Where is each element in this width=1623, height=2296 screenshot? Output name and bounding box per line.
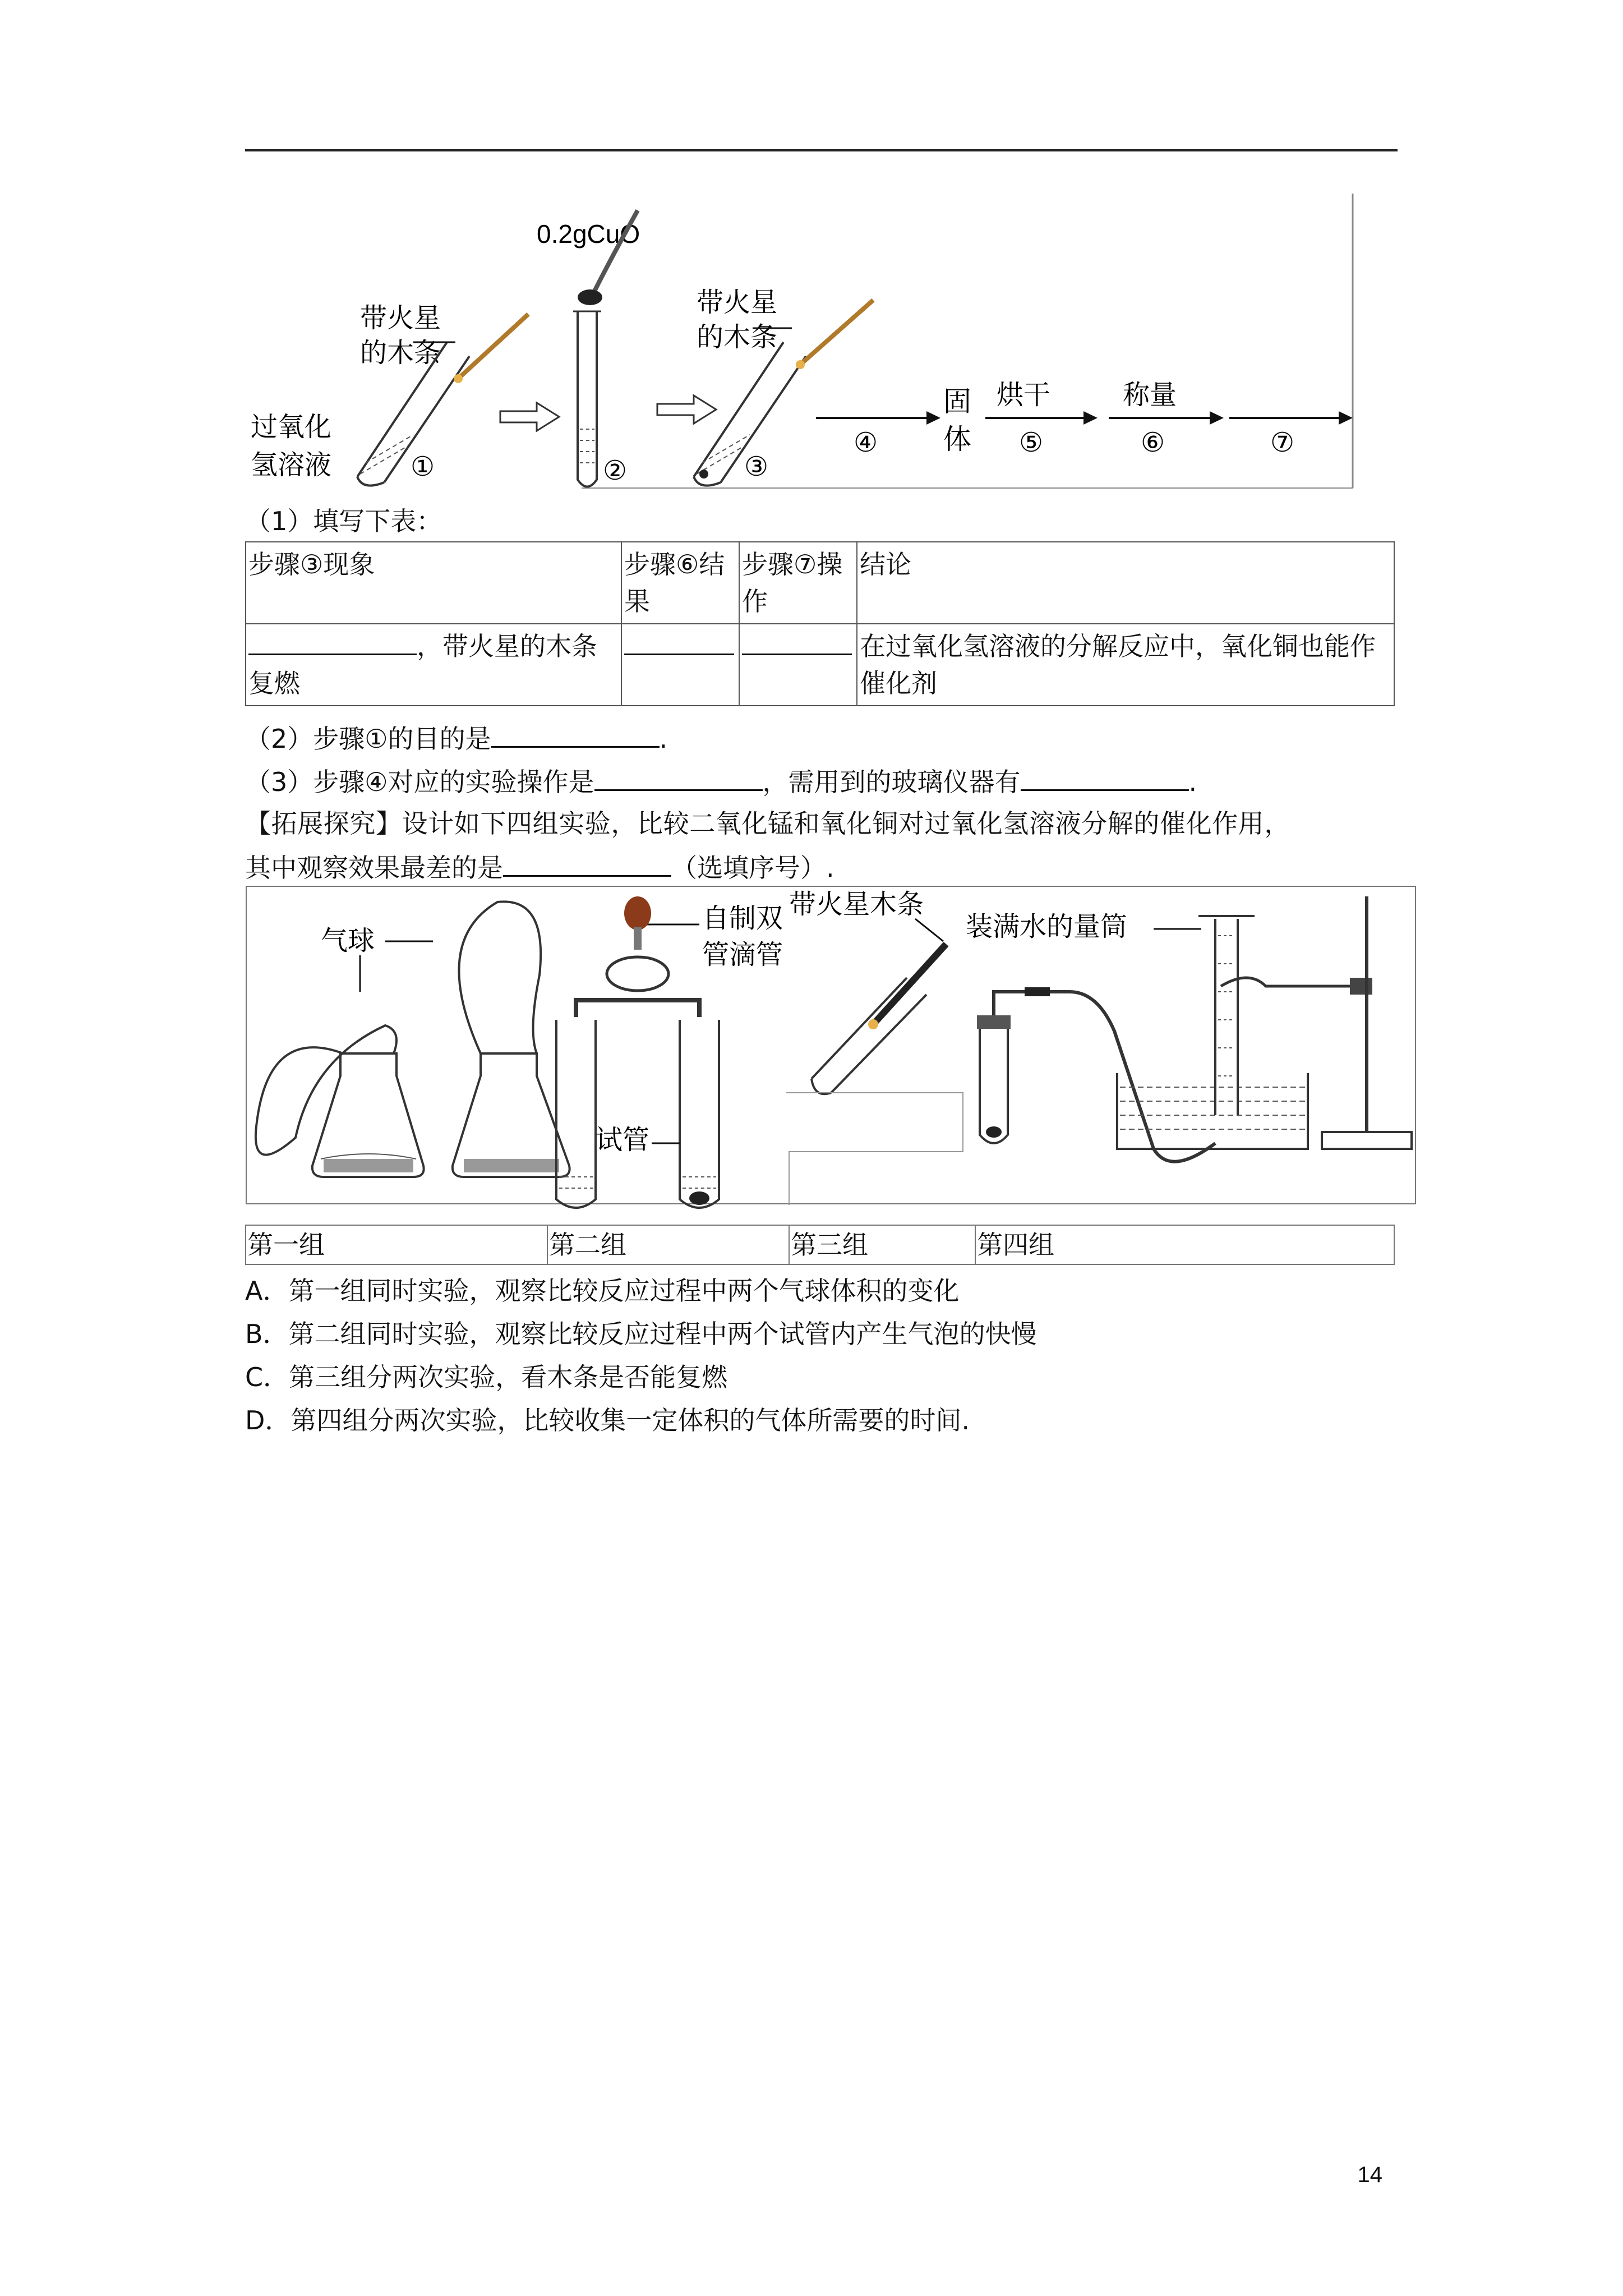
q1-intro: （1）填写下表：: [245, 506, 442, 536]
step-7-marker: ⑦: [1270, 427, 1295, 458]
group-4-apparatus: [966, 896, 1412, 1162]
step-1-marker: ①: [411, 451, 435, 482]
splint-label-group3: 带火星木条: [789, 889, 924, 920]
arrow-step-5: [985, 411, 1098, 425]
table-header-row: [246, 542, 1394, 624]
glowing-splint-1: [454, 314, 528, 383]
cell-conclusion: 在过氧化氢溶液的分解反应中，氧化铜也能作催化剂: [857, 624, 1394, 706]
blank-step1-purpose[interactable]: [491, 720, 660, 748]
test-tube-2: [573, 311, 601, 487]
cuo-label: 0.2gCuO: [537, 219, 640, 249]
group-label-table: [245, 1225, 1395, 1265]
option-d: D．第四组分两次实验，比较收集一定体积的气体所需要的时间.: [245, 1405, 970, 1435]
group-2-label: 第二组: [547, 1225, 789, 1264]
header-step6-result: 步骤⑥结果: [621, 542, 739, 624]
arrow-step-7: [1229, 411, 1353, 425]
header-rule: [245, 149, 1398, 151]
dry-label: 烘干: [997, 379, 1051, 411]
blank-glass-instruments[interactable]: [1021, 763, 1189, 791]
step-5-marker: ⑤: [1019, 427, 1044, 458]
cell-step6-result: [621, 624, 739, 706]
dropper-label-b: 管滴管: [702, 939, 783, 970]
group-label-row: [246, 1225, 1394, 1264]
blank-step7-operation[interactable]: [742, 628, 852, 655]
page-number: 14: [1357, 2162, 1382, 2187]
experiment-procedure-figure: [245, 194, 1355, 491]
tube-label: 试管: [596, 1124, 650, 1156]
group-1-label: 第一组: [246, 1225, 547, 1264]
step-2-marker: ②: [603, 455, 628, 486]
solid-label-b: 体: [943, 423, 971, 455]
question-2: （2）步骤①的目的是 .: [245, 720, 667, 756]
blank-step4-operation[interactable]: [594, 763, 763, 791]
step-6-marker: ⑥: [1141, 427, 1165, 458]
group-1-apparatus: [256, 901, 570, 1177]
result-table: [245, 541, 1395, 706]
blank-step6-result[interactable]: [624, 628, 734, 655]
option-b: B．第二组同时实验，观察比较反应过程中两个试管内产生气泡的快慢: [245, 1319, 1037, 1349]
cell-step3-phenomenon: [246, 624, 621, 706]
option-c: C．第三组分两次实验，看木条是否能复燃: [245, 1362, 728, 1392]
table-row: [246, 624, 1394, 706]
header-step7-operation: 步骤⑦操作: [739, 542, 857, 624]
glowing-splint-3: [796, 300, 873, 369]
question-3: （3）步骤④对应的实验操作是 ，需用到的玻璃仪器有 .: [245, 763, 1197, 799]
blank-step3-phenomenon[interactable]: [248, 628, 417, 655]
arrow-step-4: [816, 411, 940, 425]
group-3-apparatus: [786, 889, 963, 1205]
four-groups-figure: [245, 885, 1417, 1227]
splint-label-3b: 的木条: [697, 321, 778, 353]
h2o2-label-a: 过氧化: [251, 411, 332, 443]
cylinder-label: 装满水的量筒: [966, 911, 1128, 942]
step-4-marker: ④: [854, 427, 878, 458]
step-3-marker: ③: [744, 451, 769, 482]
cell-step7-operation: [739, 624, 857, 706]
solid-label-a: 固: [943, 385, 971, 418]
group-2-apparatus: [556, 896, 783, 1208]
step3-phenomenon-text: ，带火星的木条复燃: [248, 631, 597, 698]
group-3-label: 第三组: [789, 1225, 975, 1264]
weigh-label: 称量: [1123, 379, 1177, 411]
extension-line-2: 其中观察效果最差的是 （选填序号）.: [245, 849, 834, 885]
h2o2-label-b: 氢溶液: [251, 449, 332, 481]
splint-label-3a: 带火星: [697, 287, 778, 318]
hollow-arrow-2: [657, 395, 716, 424]
option-a: A．第一组同时实验，观察比较反应过程中两个气球体积的变化: [245, 1276, 960, 1306]
arrow-step-6: [1109, 411, 1224, 425]
extension-line-1: 【拓展探究】设计如下四组实验，比较二氧化锰和氧化铜对过氧化氢溶液分解的催化作用，: [245, 808, 1290, 839]
splint-label-1a: 带火星: [360, 302, 441, 334]
dropper-label-a: 自制双: [702, 903, 783, 934]
hollow-arrow-1: [500, 403, 559, 431]
header-step3-phenomenon: 步骤③现象: [246, 542, 621, 624]
balloon-label: 气球: [321, 925, 375, 956]
group-4-label: 第四组: [975, 1225, 1394, 1264]
header-conclusion: 结论: [857, 542, 1394, 624]
blank-worst-group[interactable]: [503, 849, 671, 877]
splint-label-1b: 的木条: [360, 337, 441, 369]
